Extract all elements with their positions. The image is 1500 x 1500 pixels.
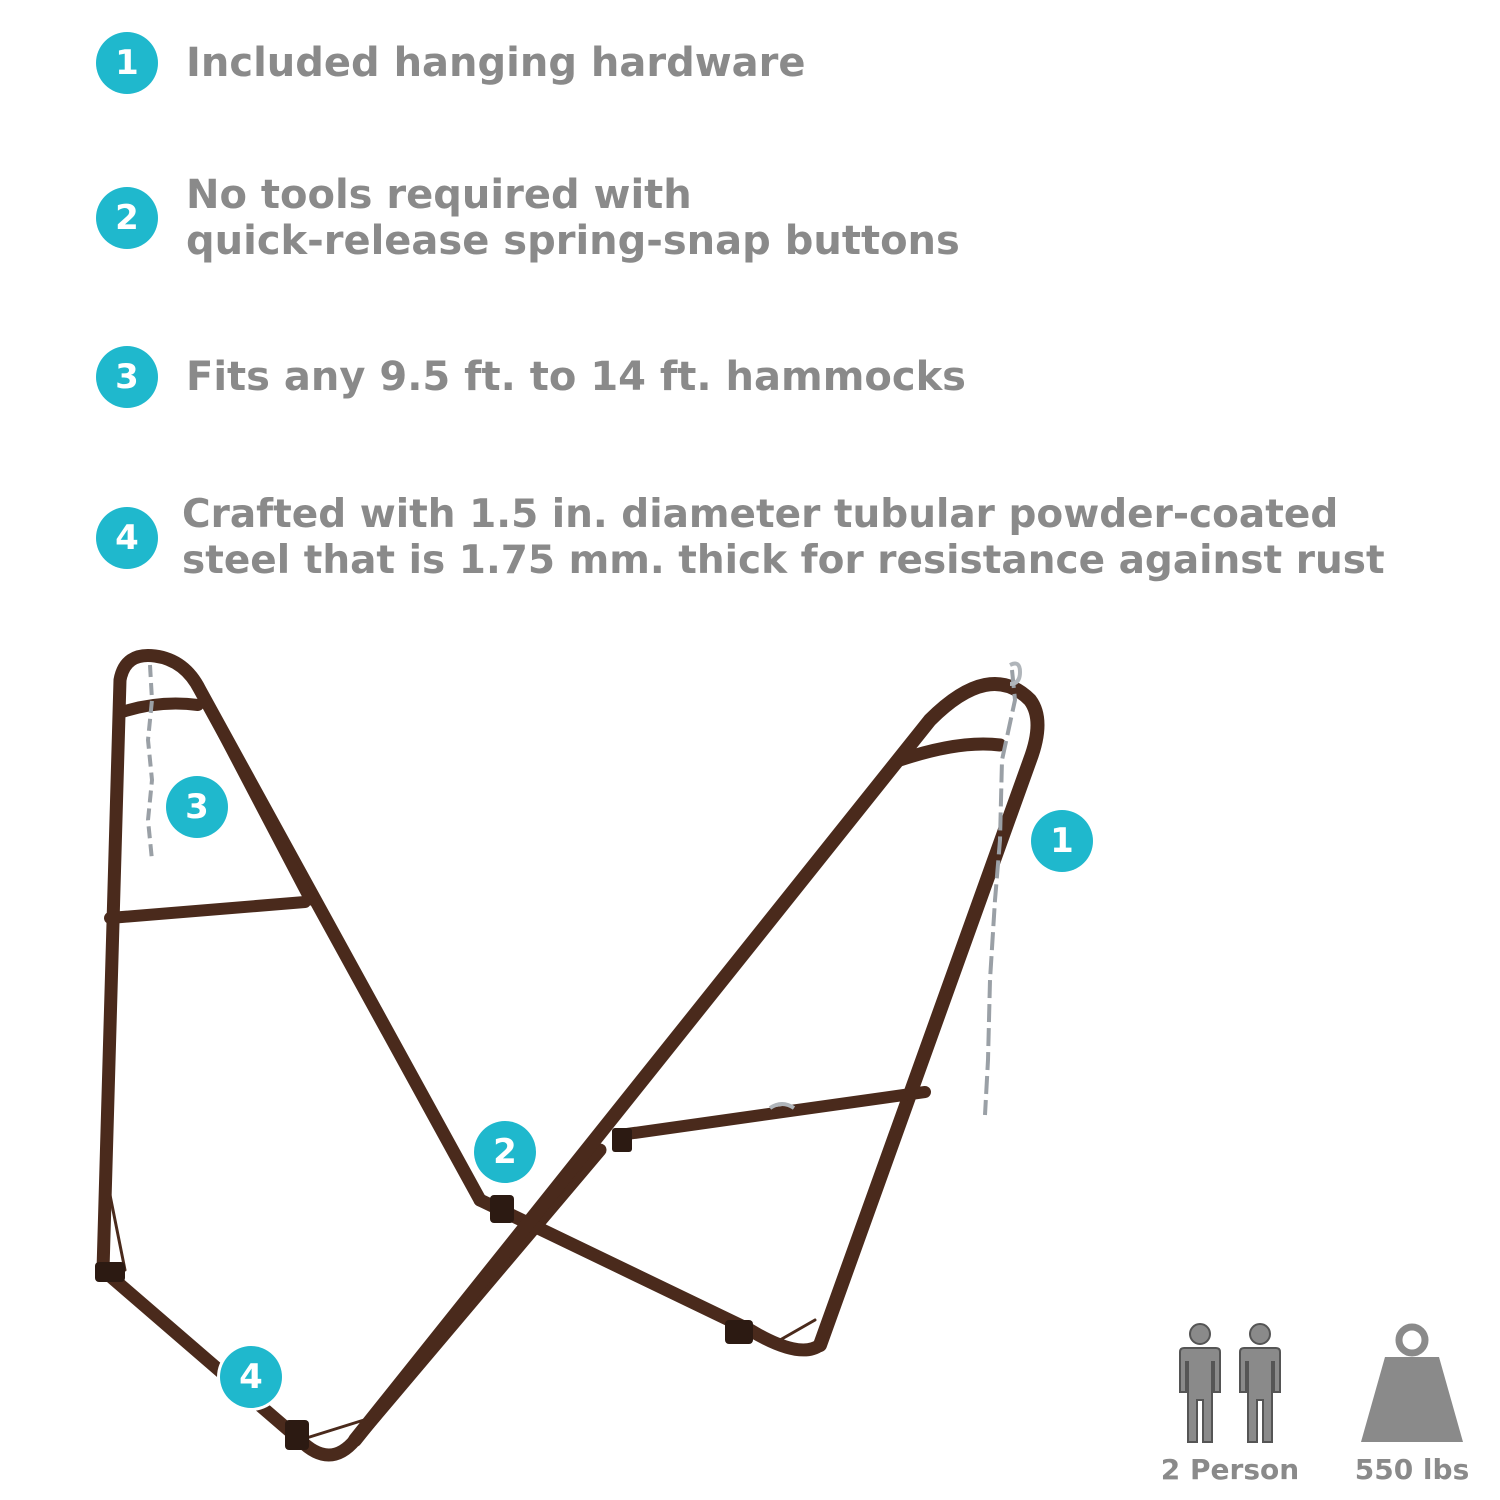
feature-text-2 [186,172,960,264]
feature-2-line-1: No tools required with [186,172,692,218]
clamp-4 [285,1420,309,1450]
left-upright-arch [103,656,480,1271]
clamp-5 [612,1128,632,1152]
feature-3 [96,346,966,408]
support-wire-right [780,1320,815,1340]
feature-2 [96,172,960,264]
capacity-label: 2 Person [1160,1453,1300,1486]
feature-4-line-2: steel that is 1.75 mm. thick for resistance against rust [182,538,1385,583]
weight-spec [1352,1322,1472,1486]
clamp-3 [725,1320,753,1344]
feature-badge-3: 3 [96,346,158,408]
feature-4-line-1: Crafted with 1.5 in. diameter tubular powder-coated [182,492,1339,537]
weight-label: 550 lbs [1354,1453,1470,1486]
weight-icon [1357,1322,1467,1447]
feature-4 [96,492,1385,584]
chain-icon [148,665,152,860]
feature-1 [96,32,806,94]
left-top-brace [122,704,198,712]
feature-1-line-1: Included hanging hardware [186,40,806,86]
feature-text-3 [186,354,966,400]
feature-3-line-1: Fits any 9.5 ft. to 14 ft. hammocks [186,354,966,400]
clamp-2 [490,1195,514,1223]
feature-badge-4: 4 [96,507,158,569]
person-icon [1170,1322,1290,1447]
base-left-bar [103,1150,600,1455]
callout-badge-1: 1 [1031,810,1093,872]
feature-text-1 [186,40,806,86]
clamp-1 [95,1262,125,1282]
callout-badge-3: 3 [166,776,228,838]
capacity-spec [1160,1322,1300,1486]
callout-badge-2: 2 [474,1121,536,1183]
feature-badge-1: 1 [96,32,158,94]
feature-2-line-2: quick-release spring-snap buttons [186,218,960,264]
callout-badge-4: 4 [220,1346,282,1408]
feature-badge-2: 2 [96,187,158,249]
right-middle-crossbar [620,1092,925,1135]
feature-text-4 [182,492,1385,584]
left-middle-crossbar [110,902,305,918]
